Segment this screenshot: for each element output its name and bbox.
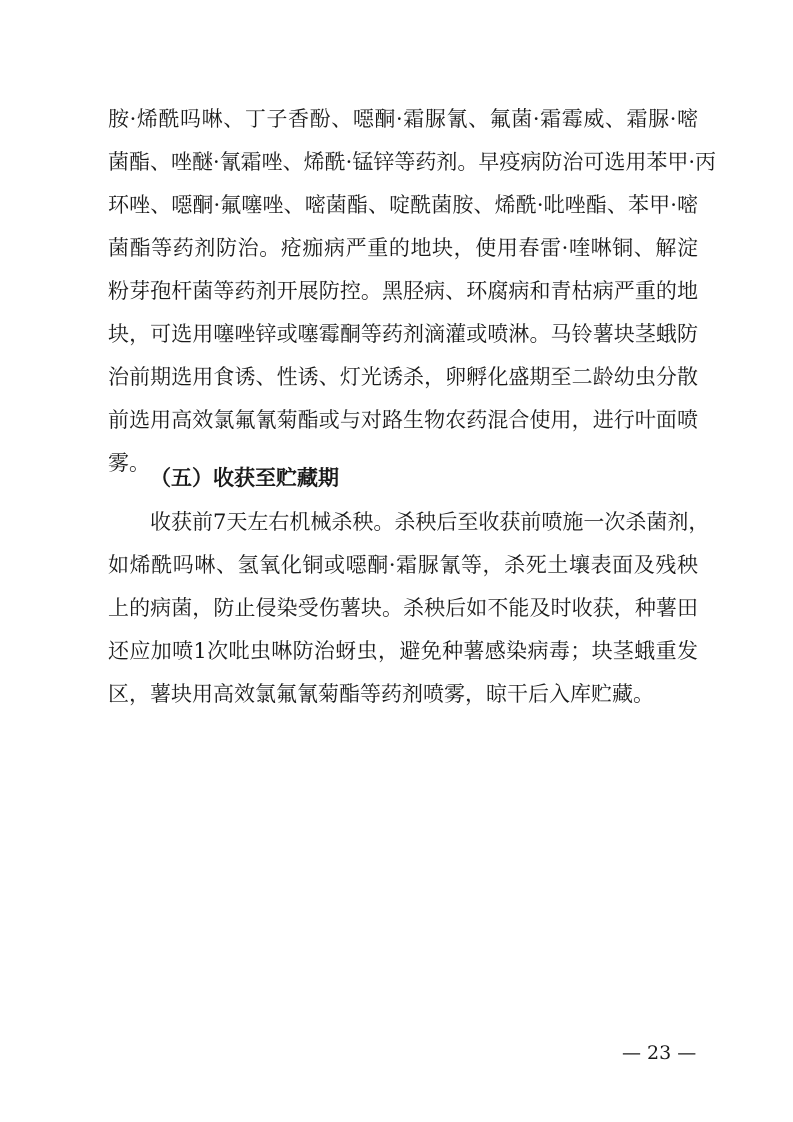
body-text-line: 如烯酰吗啉、氢氧化铜或噁酮·霜脲氰等，杀死土壤表面及残秧 bbox=[108, 553, 698, 577]
body-text-line: 胺·烯酰吗啉、丁子香酚、噁酮·霜脲氰、氟菌·霜霉威、霜脲·嘧 bbox=[108, 107, 698, 131]
page-number: — 23 — bbox=[622, 1042, 697, 1064]
body-text-line: 上的病菌，防止侵染受伤薯块。杀秧后如不能及时收获，种薯田 bbox=[108, 596, 698, 620]
body-text-line: 雾。 bbox=[108, 451, 150, 475]
body-text-line: 区，薯块用高效氯氟氰菊酯等药剂喷雾，晾干后入库贮藏。 bbox=[108, 682, 654, 706]
body-text-line: 菌酯、唑醚·氰霜唑、烯酰·锰锌等药剂。早疫病防治可选用苯甲·丙 bbox=[108, 150, 717, 174]
body-text-line: 治前期选用食诱、性诱、灯光诱杀，卵孵化盛期至二龄幼虫分散 bbox=[108, 365, 698, 389]
body-text-line: 菌酯等药剂防治。疮痂病严重的地块，使用春雷·喹啉铜、解淀 bbox=[108, 236, 698, 260]
body-text-line: 前选用高效氯氟氰菊酯或与对路生物农药混合使用，进行叶面喷 bbox=[108, 408, 698, 432]
body-text-line: 还应加喷1次吡虫啉防治蚜虫，避免种薯感染病毒；块茎蛾重发 bbox=[108, 639, 698, 663]
body-text-line: 块，可选用噻唑锌或噻霉酮等药剂滴灌或喷淋。马铃薯块茎蛾防 bbox=[108, 322, 698, 346]
section-heading: （五）收获至贮藏期 bbox=[150, 466, 339, 490]
body-text-line: 收获前7天左右机械杀秧。杀秧后至收获前喷施一次杀菌剂， bbox=[150, 510, 710, 534]
body-text-line: 粉芽孢杆菌等药剂开展防控。黑胫病、环腐病和青枯病严重的地 bbox=[108, 279, 698, 303]
body-text-line: 环唑、噁酮·氟噻唑、嘧菌酯、啶酰菌胺、烯酰·吡唑酯、苯甲·嘧 bbox=[108, 193, 698, 217]
